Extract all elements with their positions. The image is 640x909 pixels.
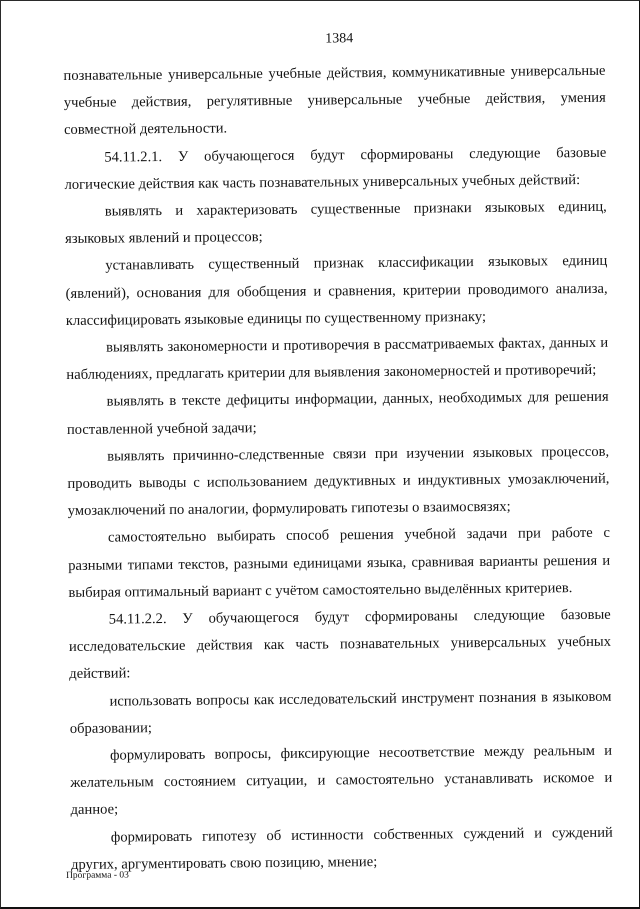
page-number: 1384 — [325, 31, 354, 47]
paragraph-hypothesis: формировать гипотезу об истинности собственных суждений и суждений других, аргументировать свою позицию, мнение; — [71, 824, 613, 873]
paragraph-formulate-questions: формулировать вопросы, фиксирующие несоответствие между реальным и желательным состоянием ситуации, и самостоятельно устанавливать искомое и данное; — [70, 742, 613, 819]
paragraph-continuation: познавательные универсальные учебные действия, коммуникативные универсальные учебные действия, регулятивные универсальные учебные действия, умения совместной деятельности. — [63, 62, 606, 139]
paragraph-causal-links: выявлять причинно-следственные связи при изучении языковых процессов, проводить выводы с использованием дедуктивных и индуктивных умозаключений, умозаключений по аналогии, формулировать гипотезы о взаимосвязях; — [67, 443, 610, 520]
paragraph-information-deficits: выявлять в тексте дефициты информации, данных, необходимых для решения поставленной учебной задачи; — [66, 389, 609, 438]
paragraph-identify-features: выявлять и характеризовать существенные признаки языковых единиц, языковых явлений и процессов; — [65, 198, 607, 248]
page-footer: Программа - 03 — [66, 870, 129, 881]
paragraph-choose-method: самостоятельно выбирать способ решения учебной задачи при работе с разными типами текстов, разными единицами языка, сравнивая варианты решения и выбирая оптимальный вариант с учётом самостоятельно выделённых критериев. — [68, 525, 611, 601]
paragraph-54-11-2-2-heading: 54.11.2.2. У обучающегося будут сформированы следующие базовые исследовательские действия как часть познавательных универсальных учебных действий: — [68, 606, 612, 683]
paragraph-54-11-2-1-heading: 54.11.2.1. У обучающегося будут сформированы следующие базовые логические действия как часть познавательных универсальных учебных действий: — [64, 144, 607, 193]
paragraph-use-questions: использовать вопросы как исследовательский инструмент познания в языковом образовании; — [69, 688, 612, 737]
paragraph-classification: устанавливать существенный признак классификации языковых единиц (явлений), основания для обобщения и сравнения, критерии проводимого анализа, классифицировать языковые единицы по существенному признаку; — [65, 253, 608, 329]
paragraph-patterns: выявлять закономерности и противоречия в рассматриваемых фактах, данных и наблюдениях, предлагать критерии для выявления закономерностей и противоречий; — [66, 334, 609, 384]
document-page — [63, 17, 613, 879]
